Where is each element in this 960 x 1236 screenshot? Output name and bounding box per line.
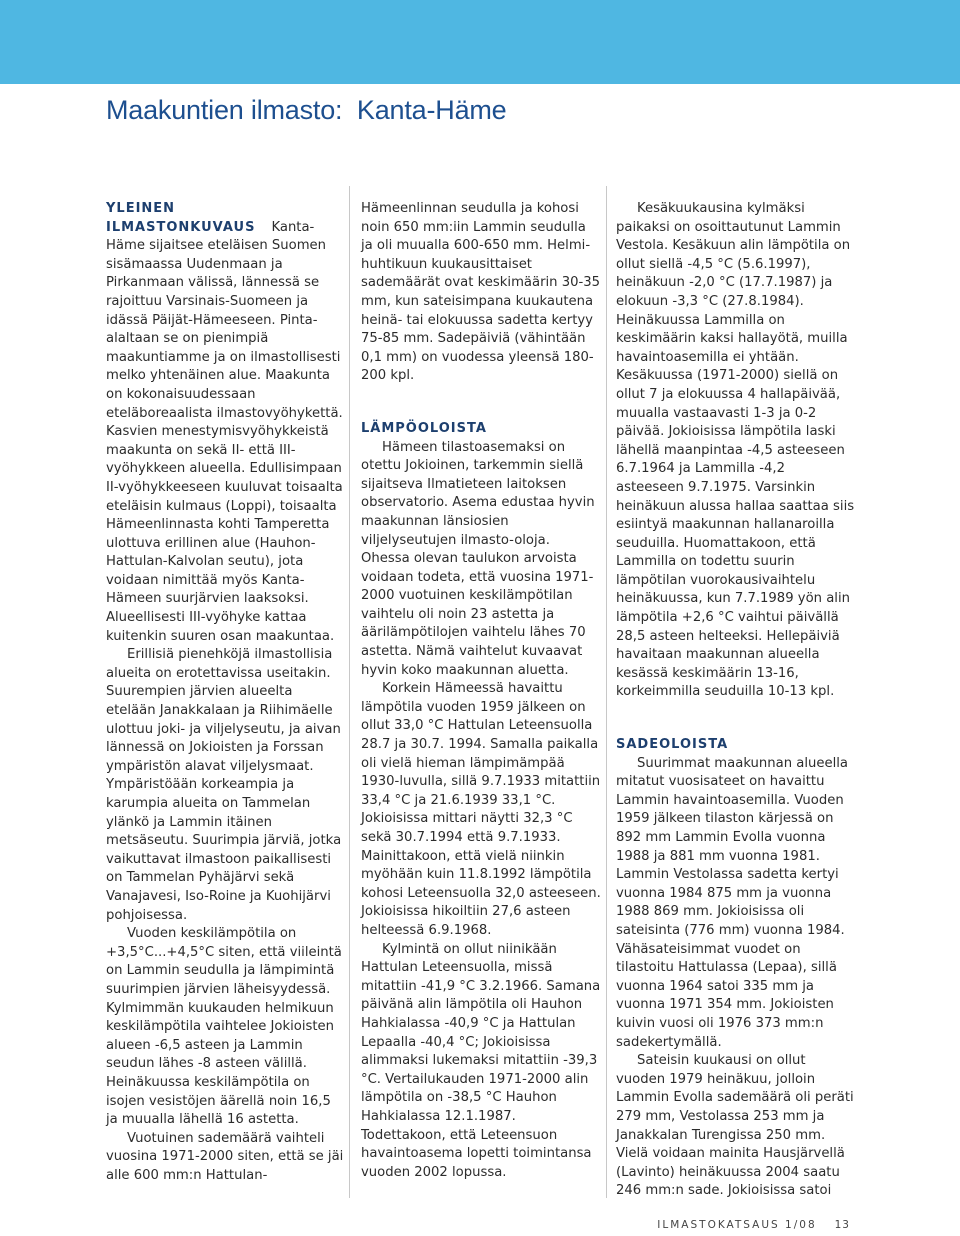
column-1 bbox=[106, 200, 346, 1185]
column-divider bbox=[349, 186, 350, 1198]
section-heading-precipitation: SADEOLOISTA bbox=[616, 737, 729, 753]
paragraph: Kylmintä on ollut niinikään Hattulan Leteensuolla, missä mitattiin -41,9 °C 3.2.1966. Samana päivänä alin lämpötila oli Hauhon Hahkialassa -40,9 °C ja Hattulan Lepaalla -40,4 °C; Jokioisissa alimmaksi lukemaksi mitattiin -39,3 °C. Vertailukauden 1971-2000 alin lämpötila on -38,5 °C Hauhon Hahkialassa 12.1.1987. Todettakoon, että Leteensuon havaintoasema lopetti toimintansa vuoden 2002 lopussa. bbox=[361, 941, 601, 1180]
paragraph: Vuoden keskilämpötila on +3,5°C...+4,5°C siten, että viileintä on Lammin seudulla ja lämpimintä suurimpien järvien läheisyydessä. Kylmimmän kuukauden helmikuun keskilämpötila vaihtelee Jokioisten alueen -6,5 asteen ja Lammin seudun lähes -8 asteen välillä. Heinäkuussa keskilämpötila on isojen vesistöjen äärellä noin 16,5 ja muualla lähellä 16 astetta. bbox=[106, 926, 342, 1128]
section-heading-temperature: LÄMPÖOLOISTA bbox=[361, 420, 487, 436]
paragraph: Erillisiä pienehköjä ilmastollisia alueita on erotettavissa useitakin. Suurempien järvien alueelta etelään Janakkalaan ja Riihimäelle ulottuu joki- ja viljelyseutu, ja aivan lännessä on Jokioisten ja Forssan ympäristön alavat viljelysmaat. Ympäristöään korkeampia ja karumpia alueita on Tammelan ylänkö ja Lammin itäinen metsäseutu. Suurimpia järviä, jotka vaikuttavat ilmastoon paikallisesti on Tammelan Pyhäjärvi sekä Vanajavesi, Iso-Roine ja Kuohijärvi pohjoisessa. bbox=[106, 647, 342, 923]
paragraph: Sateisin kuukausi on ollut vuoden 1979 heinäkuu, jolloin Lammin Evolla sademäärä oli peräti 279 mm, Vestolassa 253 mm ja Janakkalan Turengissa 250 mm. Vielä voidaan mainita Hausjärvellä (Lavinto) heinäkuussa 2004 saatu 246 mm:n sade. Jokioisissa satoi bbox=[616, 1053, 854, 1199]
column-divider bbox=[606, 186, 607, 1198]
page-number: 13 bbox=[834, 1219, 850, 1231]
section-heading-general-climate: YLEINEN ILMASTONKUVAUS bbox=[106, 201, 256, 235]
column-2 bbox=[361, 200, 601, 1182]
header-color-band bbox=[0, 0, 960, 84]
column-3 bbox=[616, 200, 856, 1201]
paragraph-continued: Hämeenlinnan seudulla ja kohosi noin 650 mm:iin Lammin seudulla ja oli muualla 600-650 mm. Helmi-huhtikuun kuukausittaiset sademäärät ovat keskimäärin 30-35 mm, kun sateisimpana kuukautena heinä- tai elokuussa sadetta kertyy 75-85 mm. Sadepäiviä (vähintään 0,1 mm) on vuodessa yleensä 180-200 kpl. bbox=[361, 201, 601, 384]
paragraph: Korkein Hämeessä havaittu lämpötila vuoden 1959 jälkeen on ollut 33,0 °C Hattulan Leteensuolla 28.7 ja 30.7. 1994. Samalla paikalla oli vielä hieman lämpimämpää 1930-luvulla, sillä 9.7.1933 mitattiin 33,4 °C ja 21.6.1939 33,1 °C. Jokioisissa mittari näytti 32,3 °C sekä 30.7.1994 että 9.7.1933. Mainittakoon, että vielä niinkin myöhään kuin 11.8.1992 lämpötila kohosi Leteensuolla 32,0 asteeseen. Jokioisissa hikoiltiin 27,6 asteen helteessä 6.9.1968. bbox=[361, 681, 601, 938]
paragraph: Kesäkuukausina kylmäksi paikaksi on osoittautunut Lammin Vestola. Kesäkuun alin lämpötila on ollut siellä -4,5 °C (5.6.1997), heinäkuun -2,0 °C (17.7.1987) ja elokuun -3,3 °C (27.8.1984). Heinäkuussa Lammilla on keskimäärin kaksi hallayötä, muilla havaintoasemilla ei yhtään. Kesäkuussa (1971-2000) siellä on ollut 7 ja elokuussa 4 hallapäivää, muualla vastaavasti 1-3 ja 0-2 päivää. Jokioisissa lämpötila laski lähellä maanpintaa -4,5 asteeseen 6.7.1964 ja Lammilla -4,2 asteeseen 9.7.1975. Varsinkin heinäkuun alussa hallaa saattaa siis esiintyä maakunnan hallanaroilla seuduilla. Huomattakoon, että Lammilla on todettu suurin lämpötilan vuorokausivaihtelu heinäkuussa, kun 7.7.1989 yön alin lämpötila +2,6 °C vaihtui päivällä 28,5 asteen helteeksi. Hellepäiviä havaitaan maakunnan alueella kesässä keskimäärin 13-16, korkeimmilla seuduilla 10-13 kpl. bbox=[616, 201, 855, 700]
publication-name: ILMASTOKATSAUS 1/08 bbox=[657, 1219, 817, 1231]
paragraph: Hämeen tilastoasemaksi on otettu Jokioinen, tarkemmin siellä sijaitseva Ilmatieteen laitoksen observatorio. Asema edustaa hyvin maakunnan länsiosien viljelyseutujen ilmasto-oloja. Ohessa olevan taulukon arvoista voidaan todeta, että vuosina 1971-2000 vuotuinen keskilämpötilan vaihtelu oli noin 23 astetta ja äärilämpötilojen vaihtelu lähes 70 astetta. Nämä vaihtelut kuvaavat hyvin koko maakunnan aluetta. bbox=[361, 439, 595, 678]
paragraph: Kanta-Häme sijaitsee eteläisen Suomen sisämaassa Uudenmaan ja Pirkanmaan välissä, lännessä se rajoittuu Varsinais-Suomeen ja idässä Päijät-Hämeeseen. Pinta-alaltaan se on pienimpiä maakuntiamme ja on ilmastollisesti melko yhtenäinen alue. Maakunta on kokonaisuudessaan eteläboreaalista ilmastovyöhykettä. Kasvien menestymisvyöhykkeistä maakunta on sekä II- että III-vyöhykkeen alueella. Edullisimpaan II-vyöhykkeeseen kuuluvat toisaalta eteläisin kulmaus (Loppi), toisaalta Hämeenlinnasta kohti Tamperetta ulottuva erillinen alue (Hauhon-Hattulan-Kalvolan seutu), jota voidaan nimittää myös Kanta-Hämeen suurjärvien laaksoksi. Alueellisesti III-vyöhyke kattaa kuitenkin suuren osan maakuntaa. bbox=[106, 219, 343, 644]
paragraph: Suurimmat maakunnan alueella mitatut vuosisateet on havaittu Lammin havaintoasemilla. Vuoden 1959 jälkeen tilaston kärjessä on 892 mm Lammin Evolla vuonna 1988 ja 881 mm vuonna 1981. Lammin Vestolassa sadetta kertyi vuonna 1984 875 mm ja vuonna 1988 869 mm. Jokioisissa oli sateisinta (776 mm) vuonna 1984. Vähäsateisimmat vuodet on tilastoitu Hattulassa (Lepaa), sillä vuonna 1964 satoi 335 mm ja vuonna 1971 354 mm. Jokioisten kuivin vuosi oli 1976 373 mm:n sadekertymällä. bbox=[616, 755, 848, 1050]
page-footer bbox=[657, 1219, 850, 1231]
paragraph: Vuotuinen sademäärä vaihteli vuosina 1971-2000 siten, että se jäi alle 600 mm:n Hattulan- bbox=[106, 1130, 344, 1183]
page-title: Maakuntien ilmasto: Kanta-Häme bbox=[106, 95, 507, 125]
